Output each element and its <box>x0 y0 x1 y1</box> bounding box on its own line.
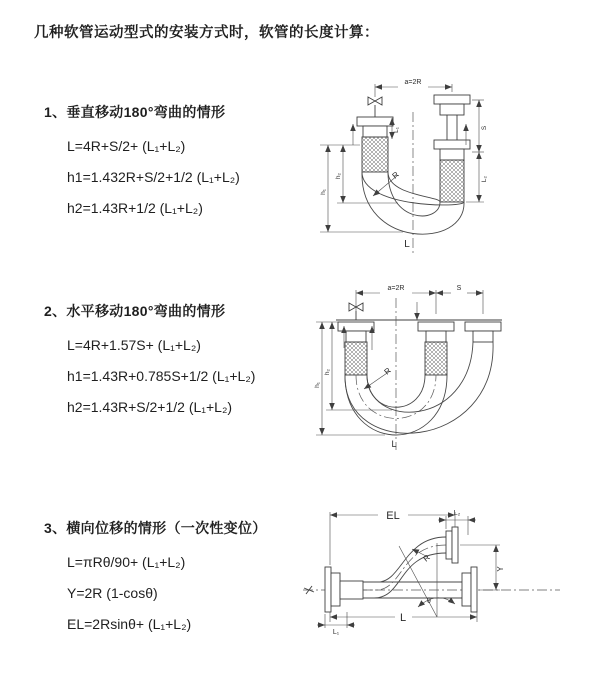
left-flange-fitting <box>325 567 363 612</box>
formula-line: L=4R+1.57S+ (L₁+L₂) <box>67 337 201 353</box>
formula-list <box>44 547 267 640</box>
dim-label-s: S <box>481 125 488 131</box>
formula-line: h1=1.432R+S/2+1/2 (L₁+L₂) <box>67 169 240 185</box>
dim-label-a2r: a=2R <box>404 79 422 86</box>
section-vertical-movement <box>44 102 240 224</box>
formula-line: h1=1.43R+0.785S+1/2 (L₁+L₂) <box>67 368 256 384</box>
dim-label-h2: h₂ <box>335 172 342 180</box>
length-label: L <box>391 439 397 449</box>
dimension-a2r <box>375 79 452 97</box>
formula-line: EL=2Rsinθ+ (L₁+L₂) <box>67 616 192 632</box>
dimension-l <box>330 612 477 624</box>
left-pipe-fitting <box>338 322 374 375</box>
formula-line: Y=2R (1-cosθ) <box>67 585 158 601</box>
dim-label-y: Y <box>496 566 505 572</box>
dimension-s-l2 <box>466 100 488 202</box>
dim-label-a2r: a=2R <box>387 285 405 292</box>
dim-label-l: L <box>399 612 407 624</box>
upper-right-flange-fitting <box>446 527 458 563</box>
dimension-a2r-s <box>356 285 483 314</box>
dimension-h1-h2 <box>320 145 403 232</box>
right-pipe-fitting <box>434 95 470 202</box>
formula-line: L=πRθ/90+ (L₁+L₂) <box>67 554 186 570</box>
middle-pipe-fitting <box>418 322 454 375</box>
radius-label: R <box>382 365 393 377</box>
formula-line: L=4R+S/2+ (L₁+L₂) <box>67 138 186 154</box>
dim-label-el: EL <box>386 510 400 522</box>
formula-line: h2=1.43R+1/2 (L₁+L₂) <box>67 200 203 216</box>
diagram-vertical-180-bend <box>305 68 595 263</box>
dim-label-l1: L₁ <box>332 629 340 636</box>
dim-label-l2: L₂ <box>453 510 461 517</box>
angle-label: θ <box>427 598 431 605</box>
left-pipe-fitting <box>357 117 393 172</box>
radius-label: R <box>421 552 432 564</box>
hose-straight-position <box>374 567 477 612</box>
radius-label: R <box>390 169 401 181</box>
dim-label-l1: L₁ <box>393 127 400 133</box>
dim-label-s: S <box>456 285 462 292</box>
dim-label-h1: h₁ <box>314 382 321 388</box>
diagram-lateral-displacement <box>298 496 600 648</box>
diagram-horizontal-180-bend <box>308 278 600 453</box>
formula-list <box>44 131 240 224</box>
formula-list <box>44 330 255 423</box>
length-label: L <box>404 239 410 250</box>
section-horizontal-movement <box>44 301 255 423</box>
section-heading: 1、垂直移动180°弯曲的情形 <box>44 104 226 120</box>
right-pipe-fitting <box>465 322 501 342</box>
dim-label-h1: h₁ <box>320 189 327 195</box>
valve-icon <box>368 97 382 117</box>
dimension-l1 <box>317 612 355 636</box>
section-lateral-displacement <box>44 518 267 640</box>
section-heading: 3、横向位移的情形（一次性变位） <box>44 520 267 536</box>
formula-line: h2=1.43R+S/2+1/2 (L₁+L₂) <box>67 399 233 415</box>
section-heading: 2、水平移动180°弯曲的情形 <box>44 303 226 319</box>
hose-s-curve <box>363 537 446 598</box>
dim-label-l2: L₂ <box>481 175 488 183</box>
dim-label-h2: h₂ <box>324 368 331 376</box>
page-title: 几种软管运动型式的安装方式时，软管的长度计算： <box>34 25 379 41</box>
